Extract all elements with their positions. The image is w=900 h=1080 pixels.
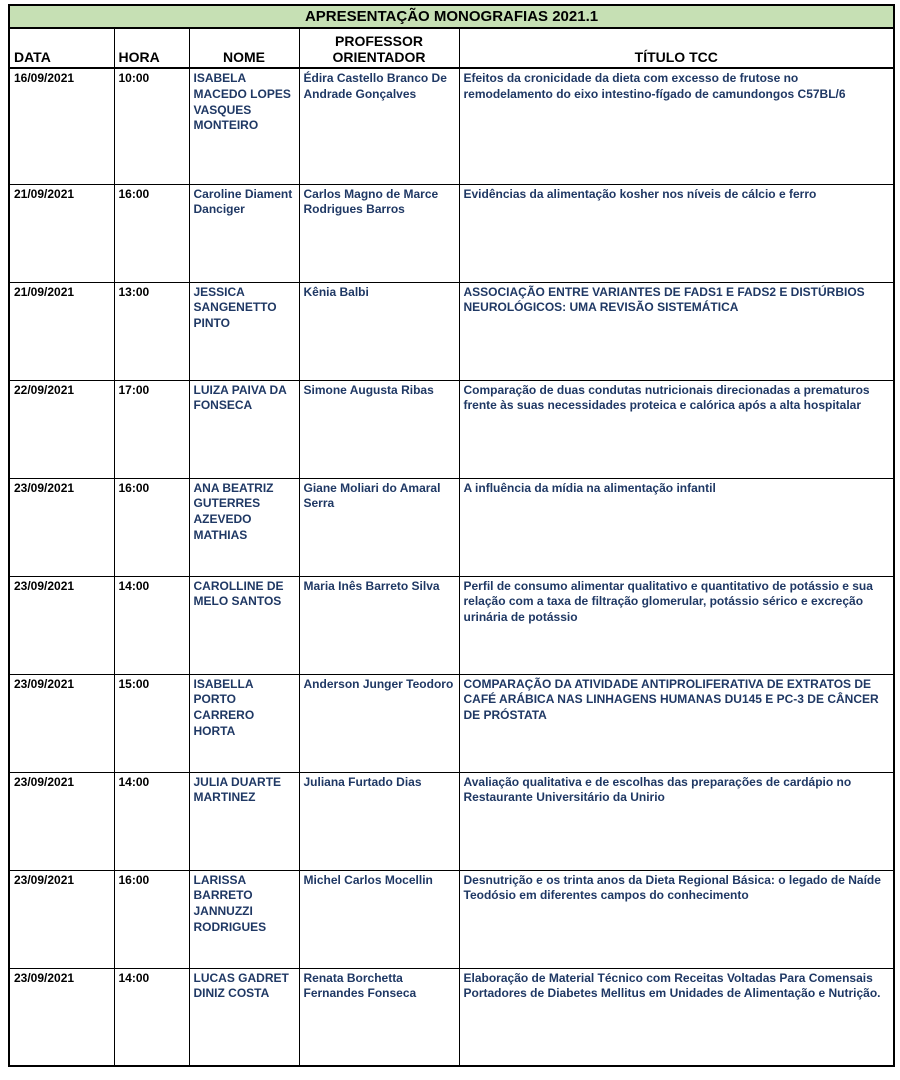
cell-data: 16/09/2021 [9, 68, 114, 184]
table-row [9, 184, 894, 282]
cell-nome: ISABELA MACEDO LOPES VASQUES MONTEIRO [189, 68, 299, 184]
cell-data: 23/09/2021 [9, 674, 114, 772]
cell-orientador: Kênia Balbi [299, 282, 459, 380]
title-row [9, 5, 894, 28]
cell-nome: JESSICA SANGENETTO PINTO [189, 282, 299, 380]
cell-titulo: Desnutrição e os trinta anos da Dieta Regional Básica: o legado de Naíde Teodósio em diferentes campos do conhecimento [459, 870, 894, 968]
cell-data: 21/09/2021 [9, 184, 114, 282]
cell-hora: 16:00 [114, 184, 189, 282]
cell-nome: Caroline Diament Danciger [189, 184, 299, 282]
table-row [9, 576, 894, 674]
cell-orientador: Anderson Junger Teodoro [299, 674, 459, 772]
cell-orientador: Carlos Magno de Marce Rodrigues Barros [299, 184, 459, 282]
table-row [9, 478, 894, 576]
table-row [9, 772, 894, 870]
cell-hora: 10:00 [114, 68, 189, 184]
cell-hora: 16:00 [114, 870, 189, 968]
cell-data: 23/09/2021 [9, 576, 114, 674]
cell-titulo: A influência da mídia na alimentação infantil [459, 478, 894, 576]
cell-hora: 14:00 [114, 772, 189, 870]
page-title: APRESENTAÇÃO MONOGRAFIAS 2021.1 [9, 5, 894, 28]
cell-hora: 14:00 [114, 576, 189, 674]
cell-titulo: Efeitos da cronicidade da dieta com excesso de frutose no remodelamento do eixo intestino-fígado de camundongos C57BL/6 [459, 68, 894, 184]
cell-nome: ANA BEATRIZ GUTERRES AZEVEDO MATHIAS [189, 478, 299, 576]
column-header-data: DATA [9, 28, 114, 68]
cell-titulo: Evidências da alimentação kosher nos níveis de cálcio e ferro [459, 184, 894, 282]
cell-hora: 13:00 [114, 282, 189, 380]
cell-titulo: Perfil de consumo alimentar qualitativo e quantitativo de potássio e sua relação com a taxa de filtração glomerular, potássio sérico e excreção urinária de potássio [459, 576, 894, 674]
cell-hora: 15:00 [114, 674, 189, 772]
cell-hora: 16:00 [114, 478, 189, 576]
cell-orientador: Maria Inês Barreto Silva [299, 576, 459, 674]
monografias-table [8, 4, 895, 1067]
cell-data: 23/09/2021 [9, 478, 114, 576]
table-row [9, 968, 894, 1066]
cell-nome: LUIZA PAIVA DA FONSECA [189, 380, 299, 478]
cell-titulo: Comparação de duas condutas nutricionais direcionadas a prematuros frente às suas necessidades proteica e calórica após a alta hospitalar [459, 380, 894, 478]
table-row [9, 380, 894, 478]
cell-data: 23/09/2021 [9, 772, 114, 870]
cell-data: 22/09/2021 [9, 380, 114, 478]
table-row [9, 68, 894, 184]
cell-titulo: ASSOCIAÇÃO ENTRE VARIANTES DE FADS1 E FADS2 E DISTÚRBIOS NEUROLÓGICOS: UMA REVISÃO SISTEMÁTICA [459, 282, 894, 380]
header-row [9, 28, 894, 68]
cell-orientador: Renata Borchetta Fernandes Fonseca [299, 968, 459, 1066]
cell-data: 21/09/2021 [9, 282, 114, 380]
column-header-hora: HORA [114, 28, 189, 68]
table-row [9, 674, 894, 772]
cell-orientador: Michel Carlos Mocellin [299, 870, 459, 968]
cell-data: 23/09/2021 [9, 870, 114, 968]
column-header-orientador: PROFESSOR ORIENTADOR [299, 28, 459, 68]
cell-data: 23/09/2021 [9, 968, 114, 1066]
cell-titulo: Elaboração de Material Técnico com Receitas Voltadas Para Comensais Portadores de Diabetes Mellitus em Unidades de Alimentação e Nutrição. [459, 968, 894, 1066]
cell-orientador: Giane Moliari do Amaral Serra [299, 478, 459, 576]
cell-nome: LUCAS GADRET DINIZ COSTA [189, 968, 299, 1066]
cell-orientador: Édira Castello Branco De Andrade Gonçalves [299, 68, 459, 184]
table-row [9, 870, 894, 968]
cell-nome: JULIA DUARTE MARTINEZ [189, 772, 299, 870]
cell-titulo: Avaliação qualitativa e de escolhas das preparações de cardápio no Restaurante Universitário da Unirio [459, 772, 894, 870]
cell-titulo: COMPARAÇÃO DA ATIVIDADE ANTIPROLIFERATIVA DE EXTRATOS DE CAFÉ ARÁBICA NAS LINHAGENS HUMANAS DU145 E PC-3 DE CÂNCER DE PRÓSTATA [459, 674, 894, 772]
column-header-titulo: TÍTULO TCC [459, 28, 894, 68]
cell-hora: 17:00 [114, 380, 189, 478]
table-row [9, 282, 894, 380]
cell-orientador: Simone Augusta Ribas [299, 380, 459, 478]
cell-orientador: Juliana Furtado Dias [299, 772, 459, 870]
cell-nome: CAROLLINE DE MELO SANTOS [189, 576, 299, 674]
cell-nome: ISABELLA PORTO CARRERO HORTA [189, 674, 299, 772]
cell-nome: LARISSA BARRETO JANNUZZI RODRIGUES [189, 870, 299, 968]
cell-hora: 14:00 [114, 968, 189, 1066]
column-header-nome: NOME [189, 28, 299, 68]
